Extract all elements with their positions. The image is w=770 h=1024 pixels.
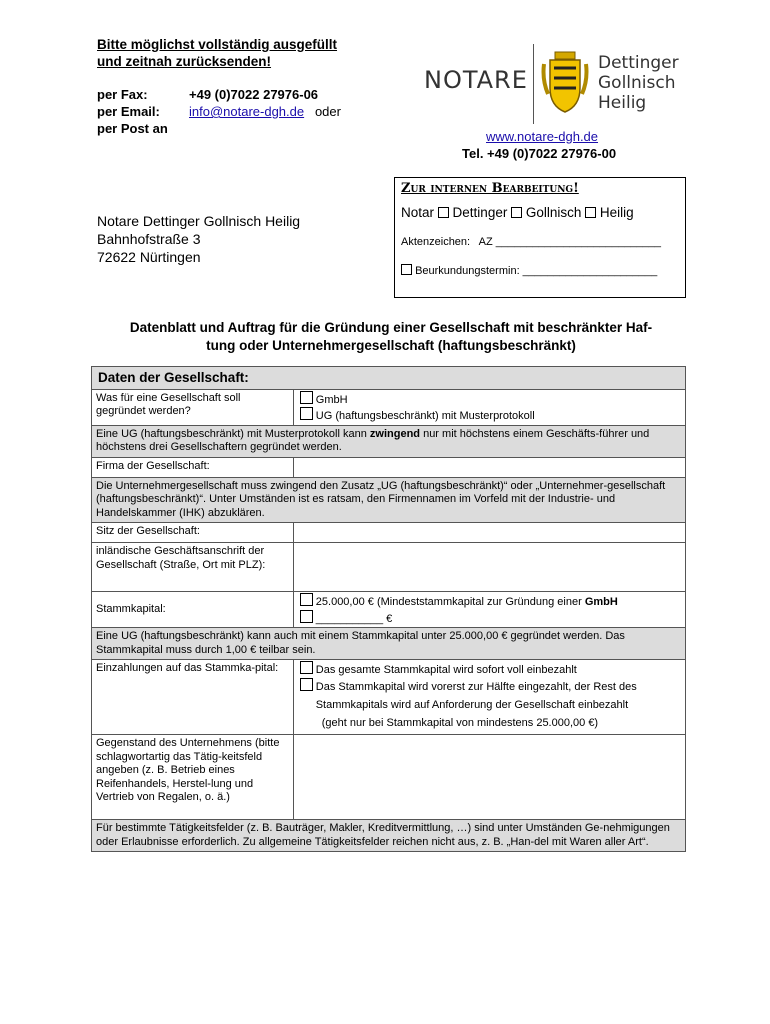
ug-label: UG (haftungsbeschränkt) mit Musterprotokoll <box>315 410 535 422</box>
termin-row <box>401 264 657 277</box>
notar-dettinger-checkbox[interactable] <box>438 207 449 218</box>
email-label: per Email: <box>97 104 160 119</box>
phone-number: Tel. +49 (0)7022 27976-00 <box>462 146 617 161</box>
ug-note: Eine UG (haftungsbeschränkt) mit Musterprotokoll kann zwingend nur mit höchstens einem Geschäfts-führer und höchstens drei Gesellschaftern gegründet werden. <box>92 425 686 457</box>
internal-title: Zur internen Bearbeitung! <box>401 181 579 196</box>
firma-input[interactable] <box>293 457 685 477</box>
firma-label: Firma der Gesellschaft: <box>92 457 294 477</box>
ug-checkbox[interactable] <box>300 407 313 420</box>
instruction-line-2: und zeitnah zurücksenden! <box>97 54 272 69</box>
termin-field[interactable]: Beurkundungstermin: ______________________ <box>415 265 658 277</box>
notar-selection <box>401 205 634 220</box>
email-or: oder <box>314 104 341 119</box>
stamm-25000-label: 25.000,00 € (Mindeststammkapital zur Gründung einer GmbH <box>315 596 618 608</box>
coat-of-arms-icon <box>540 50 590 116</box>
instruction-heading <box>97 36 337 70</box>
einz-haelfte-checkbox[interactable] <box>300 678 313 691</box>
gegenstand-note: Für bestimmte Tätigkeitsfelder (z. B. Bauträger, Makler, Kreditvermittlung, …) sind unter Umständen Ge-nehmigungen oder Erlaubnisse erforderlich. Zu allgemeine Tätigkeitsfelder reichen nicht aus, z. B. „Han-del mit Waren aller Art“. <box>92 820 686 852</box>
fax-label: per Fax: <box>97 87 148 102</box>
gmbh-label: GmbH <box>315 393 348 406</box>
einz-voll-label: Das gesamte Stammkapital wird sofort voll einbezahlt <box>315 664 577 676</box>
gruendung-question: Was für eine Gesellschaft soll gegründet werden? <box>92 389 294 425</box>
email-link[interactable]: info@notare-dgh.de <box>189 104 305 119</box>
einzahlung-label: Einzahlungen auf das Stammka-pital: <box>92 660 294 735</box>
contact-block <box>97 87 397 137</box>
logo-divider <box>533 44 534 124</box>
instruction-line-1: Bitte möglichst vollständig ausgefüllt <box>97 37 338 52</box>
gegenstand-label: Gegenstand des Unternehmens (bitte schlagwortartig das Tätig-keitsfeld angeben (z. B. Betrieb eines Reifenhandels, Herstel-lung und Vertrieb von Regalen, o. ä.) <box>92 735 294 820</box>
notar-heilig-label: Heilig <box>599 205 634 220</box>
page-title-line-2: tung oder Unternehmergesellschaft (haftungsbeschränkt) <box>206 338 576 353</box>
notar-label: Notar <box>401 205 435 220</box>
gmbh-checkbox[interactable] <box>300 391 313 404</box>
einz-haelfte-label-1: Das Stammkapital wird vorerst zur Hälfte eingezahlt, der Rest des <box>315 681 637 693</box>
page-title <box>91 319 691 355</box>
internal-processing-box <box>394 177 686 298</box>
stammkapital-label: Stammkapital: <box>92 592 294 628</box>
gegenstand-input[interactable] <box>293 735 685 820</box>
notar-gollnisch-label: Gollnisch <box>525 205 582 220</box>
einz-voll-checkbox[interactable] <box>300 661 313 674</box>
logo-name-2: Gollnisch <box>598 73 676 93</box>
logo-names <box>598 53 679 113</box>
stamm-custom-field[interactable]: ___________ € <box>315 612 393 625</box>
notar-gollnisch-checkbox[interactable] <box>511 207 522 218</box>
address-line-1: Notare Dettinger Gollnisch Heilig <box>97 213 301 229</box>
website-link[interactable]: www.notare-dgh.de <box>486 129 599 144</box>
logo-name-3: Heilig <box>598 93 647 113</box>
aktenzeichen-field[interactable]: Aktenzeichen: AZ ___________________________ <box>401 236 661 248</box>
firma-note: Die Unternehmergesellschaft muss zwingend den Zusatz „UG (haftungsbeschränkt)“ oder „Unternehmer-gesellschaft (haftungsbeschränkt)“. Unter Umständen ist es ratsam, den Firmennamen im Vorfeld mit der Industrie- und Handelskammer (IHK) abzuklären. <box>92 477 686 523</box>
company-data-table <box>91 366 686 852</box>
logo-name-1: Dettinger <box>598 53 679 73</box>
page-title-line-1: Datenblatt und Auftrag für die Gründung einer Gesellschaft mit beschränkter Haf- <box>129 320 653 335</box>
anschrift-input[interactable] <box>293 543 685 592</box>
section-title: Daten der Gesellschaft: <box>92 367 686 390</box>
post-label: per Post an <box>97 121 168 136</box>
anschrift-label: inländische Geschäftsanschrift der Gesellschaft (Straße, Ort mit PLZ): <box>92 543 294 592</box>
notar-dettinger-label: Dettinger <box>452 205 508 220</box>
address-line-2: Bahnhofstraße 3 <box>97 231 201 247</box>
stamm-note: Eine UG (haftungsbeschränkt) kann auch mit einem Stammkapital unter 25.000,00 € gegründet werden. Das Stammkapital muss durch 1,00 € teilbar sein. <box>92 628 686 660</box>
sitz-label: Sitz der Gesellschaft: <box>92 523 294 543</box>
address-line-3: 72622 Nürtingen <box>97 249 201 265</box>
termin-checkbox[interactable] <box>401 264 412 275</box>
address-block <box>97 212 300 266</box>
einz-haelfte-label-3: (geht nur bei Stammkapital von mindestens 25.000,00 €) <box>321 717 599 729</box>
stamm-custom-checkbox[interactable] <box>300 610 313 623</box>
notar-heilig-checkbox[interactable] <box>585 207 596 218</box>
logo-word: NOTARE <box>424 66 528 94</box>
fax-value: +49 (0)7022 27976-06 <box>189 87 319 102</box>
sitz-input[interactable] <box>293 523 685 543</box>
stamm-25000-checkbox[interactable] <box>300 593 313 606</box>
einz-haelfte-label-2: Stammkapitals wird auf Anforderung der Gesellschaft einbezahlt <box>315 699 629 711</box>
